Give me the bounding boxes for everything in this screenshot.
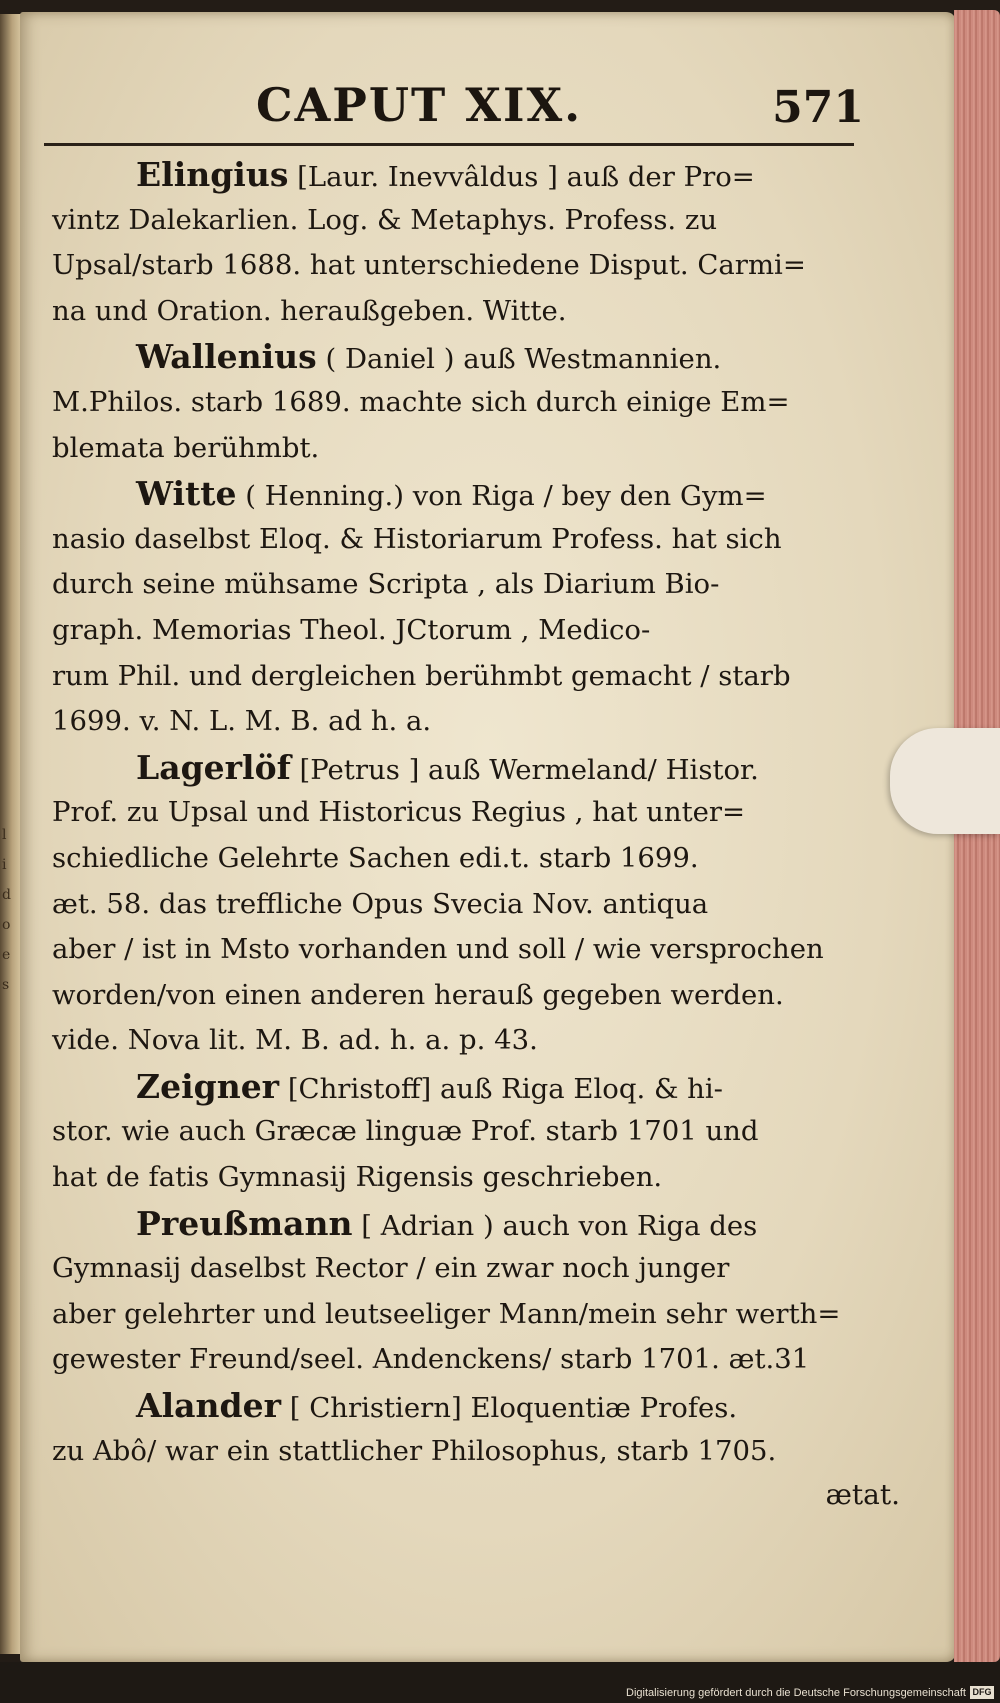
text-line: worden/von einen anderen herauß gegeben werden. — [52, 978, 784, 1011]
headword: Wallenius — [136, 337, 317, 377]
line-rest: ( Henning.) von Riga / bey den Gym= — [236, 480, 767, 513]
page-number: 571 — [772, 82, 864, 133]
digitization-credit: Digitalisierung gefördert durch die Deutsche Forschungsgemeinschaft — [626, 1687, 966, 1699]
text-line: aber gelehrter und leutseeliger Mann/mein sehr werth= — [52, 1297, 841, 1330]
text-line: Prof. zu Upsal und Historicus Regius , hat unter= — [52, 796, 746, 829]
text-line: na und Oration. heraußgeben. Witte. — [52, 294, 567, 327]
previous-page-margin-fragments: l i d o e s — [2, 827, 11, 993]
text-line: vide. Nova lit. M. B. ad. h. a. p. 43. — [52, 1024, 538, 1057]
catchword: ætat. — [825, 1478, 900, 1511]
line-rest: [Christoff] auß Riga Eloq. & hi- — [279, 1072, 723, 1105]
text-line: graph. Memorias Theol. JCtorum , Medico- — [52, 613, 651, 646]
text-line: zu Abô/ war ein stattlicher Philosophus, starb 1705. — [52, 1434, 777, 1467]
line-rest: ( Daniel ) auß Westmannien. — [316, 343, 722, 376]
text-line: æt. 58. das treffliche Opus Svecia Nov. antiqua — [52, 887, 709, 920]
text-line: M.Philos. starb 1689. machte sich durch einige Em= — [52, 385, 790, 418]
text-line: rum Phil. und dergleichen berühmbt gemacht / starb — [52, 659, 791, 692]
text-line: blemata berühmbt. — [52, 431, 320, 464]
headword: Lagerlöf — [136, 747, 291, 787]
headword: Witte — [136, 474, 237, 514]
text-line — [52, 1064, 884, 1110]
text-line — [52, 334, 884, 380]
line-rest: [ Adrian ) auch von Riga des — [352, 1209, 758, 1242]
dfg-logo: DFG — [970, 1686, 994, 1699]
text-line: nasio daselbst Eloq. & Historiarum Profess. hat sich — [52, 522, 782, 555]
text-line: durch seine mühsame Scripta , als Diarium Bio- — [52, 568, 720, 601]
text-line: Gymnasij daselbst Rector / ein zwar noch junger — [52, 1252, 730, 1285]
line-rest: [Petrus ] auß Wermeland/ Histor. — [290, 753, 759, 786]
headword: Zeigner — [136, 1066, 280, 1106]
text-line — [52, 1201, 884, 1247]
line-rest: [ Christiern] Eloquentiæ Profes. — [280, 1392, 738, 1425]
text-line: 1699. v. N. L. M. B. ad h. a. — [52, 705, 432, 738]
text-line: gewester Freund/seel. Andenckens/ starb 1701. æt.31 — [52, 1343, 810, 1376]
text-line — [52, 1383, 884, 1429]
text-line: stor. wie auch Græcæ linguæ Prof. starb 1701 und — [52, 1115, 759, 1148]
body-text — [52, 152, 884, 1474]
text-line — [52, 745, 884, 791]
page-tab-marker — [890, 728, 1000, 834]
text-line: hat de fatis Gymnasij Rigensis geschrieben. — [52, 1161, 663, 1194]
text-line — [52, 152, 884, 198]
text-line: aber / ist in Msto vorhanden und soll / wie versprochen — [52, 933, 824, 966]
page-header — [44, 78, 864, 148]
text-line — [52, 471, 884, 517]
line-rest: [Laur. Inevvâldus ] auß der Pro= — [288, 161, 755, 193]
headword: Preußmann — [136, 1203, 353, 1243]
text-line: Upsal/starb 1688. hat unterschiedene Disput. Carmi= — [52, 249, 806, 282]
headword: Elingius — [136, 155, 289, 194]
header-rule — [44, 143, 854, 146]
text-line: vintz Dalekarlien. Log. & Metaphys. Profess. zu — [52, 203, 718, 236]
text-line: schiedliche Gelehrte Sachen edi.t. starb 1699. — [52, 841, 699, 874]
headword: Alander — [136, 1386, 281, 1426]
running-head: CAPUT XIX. — [256, 78, 583, 132]
page-edges-red — [954, 10, 1000, 1662]
